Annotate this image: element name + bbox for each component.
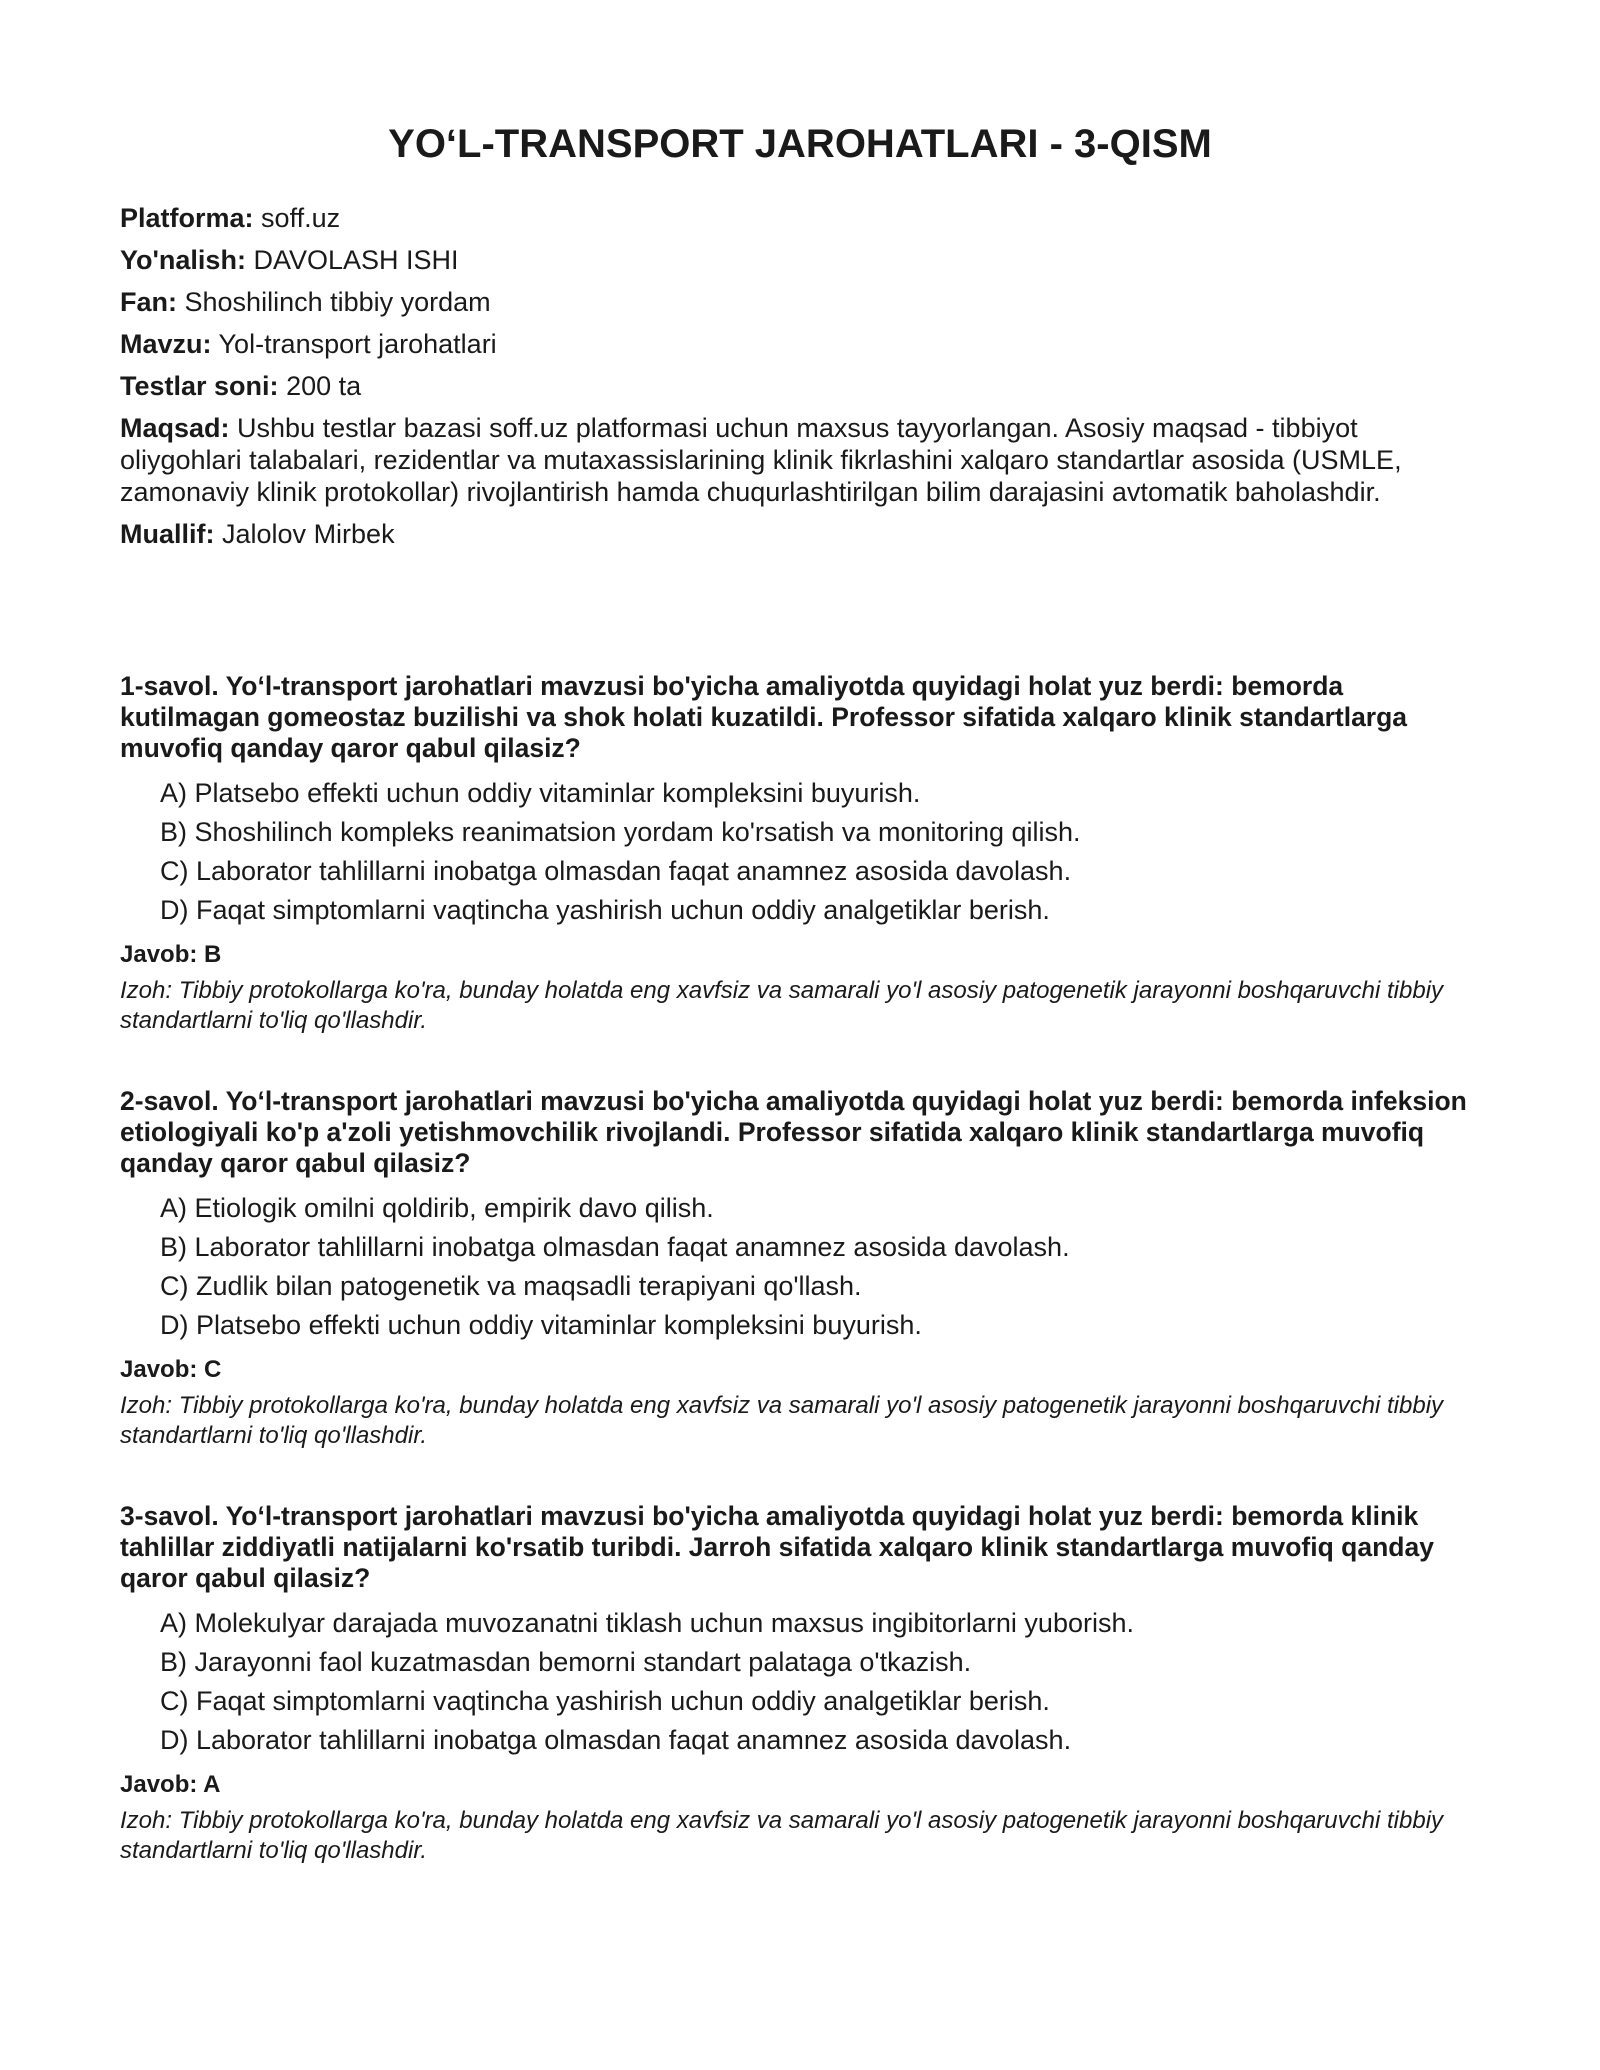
question-text: 1-savol. Yo‘l-transport jarohatlari mavzusi bo'yicha amaliyotda quyidagi holat yuz berdi: bemorda kutilmagan gomeostaz buzilishi va shok holati kuzatildi. Professor sifatida xalqaro klinik standartlarga muvofiq qanday qaror qabul qilasiz? <box>120 671 1408 763</box>
meta-muallif <box>120 518 1480 550</box>
explanation-note: Izoh: Tibbiy protokollarga ko'ra, bunday holatda eng xavfsiz va samarali yo'l asosiy patogenetik jarayonni boshqaruvchi tibbiy standartlarni to'liq qo'llashdir. <box>120 977 1444 1034</box>
meta-value: 200 ta <box>286 371 362 401</box>
questions-list <box>120 671 1480 1916</box>
option-b: B) Jarayonni faol kuzatmasdan bemorni standart palataga o'tkazish. <box>160 1647 972 1677</box>
option-a: A) Molekulyar darajada muvozanatni tiklash uchun maxsus ingibitorlarni yuborish. <box>160 1608 1134 1638</box>
meta-label: Muallif: <box>120 519 215 549</box>
question-1 <box>120 671 1480 1036</box>
option-b: B) Shoshilinch kompleks reanimatsion yordam ko'rsatish va monitoring qilish. <box>160 817 1081 847</box>
meta-yonalish <box>120 244 1480 276</box>
meta-value: Shoshilinch tibbiy yordam <box>184 287 491 317</box>
meta-label: Mavzu: <box>120 329 212 359</box>
explanation-note: Izoh: Tibbiy protokollarga ko'ra, bunday holatda eng xavfsiz va samarali yo'l asosiy patogenetik jarayonni boshqaruvchi tibbiy standartlarni to'liq qo'llashdir. <box>120 1807 1444 1864</box>
option-c: C) Laborator tahlillarni inobatga olmasdan faqat anamnez asosida davolash. <box>160 856 1072 886</box>
option-c: C) Faqat simptomlarni vaqtincha yashirish uchun oddiy analgetiklar berish. <box>160 1686 1050 1716</box>
option-b: B) Laborator tahlillarni inobatga olmasdan faqat anamnez asosida davolash. <box>160 1232 1070 1262</box>
meta-platforma <box>120 202 1480 234</box>
question-3 <box>120 1501 1480 1866</box>
page-title: YO‘L-TRANSPORT JAROHATLARI - 3-QISM <box>388 122 1212 166</box>
meta-value: Yol-transport jarohatlari <box>218 329 497 359</box>
answer-label: Javob: C <box>120 1356 222 1383</box>
option-c: C) Zudlik bilan patogenetik va maqsadli terapiyani qo'llash. <box>160 1271 862 1301</box>
option-d: D) Platsebo effekti uchun oddiy vitaminlar kompleksini buyurish. <box>160 1310 922 1340</box>
meta-section <box>120 202 1480 560</box>
meta-label: Testlar soni: <box>120 371 279 401</box>
meta-mavzu <box>120 328 1480 360</box>
question-2 <box>120 1086 1480 1451</box>
meta-value: Jalolov Mirbek <box>222 519 395 549</box>
meta-fan <box>120 286 1480 318</box>
meta-label: Fan: <box>120 287 177 317</box>
explanation-note: Izoh: Tibbiy protokollarga ko'ra, bunday holatda eng xavfsiz va samarali yo'l asosiy patogenetik jarayonni boshqaruvchi tibbiy standartlarni to'liq qo'llashdir. <box>120 1392 1444 1449</box>
option-d: D) Faqat simptomlarni vaqtincha yashirish uchun oddiy analgetiklar berish. <box>160 895 1050 925</box>
meta-label: Yo'nalish: <box>120 245 246 275</box>
meta-label: Maqsad: <box>120 413 230 443</box>
meta-value: DAVOLASH ISHI <box>253 245 459 275</box>
option-d: D) Laborator tahlillarni inobatga olmasdan faqat anamnez asosida davolash. <box>160 1725 1072 1755</box>
meta-value: Ushbu testlar bazasi soff.uz platformasi uchun maxsus tayyorlangan. Asosiy maqsad - tibbiyot oliygohlari talabalari, rezidentlar va mutaxassislarining klinik fikrlashini xalqaro standartlar asosida (USMLE, zamonaviy klinik protokollar) rivojlantirish hamda chuqurlashtirilgan bilim darajasini avtomatik baholashdir. <box>120 413 1402 507</box>
answer-label: Javob: A <box>120 1771 221 1798</box>
question-text: 3-savol. Yo‘l-transport jarohatlari mavzusi bo'yicha amaliyotda quyidagi holat yuz berdi: bemorda klinik tahlillar ziddiyatli natijalarni ko'rsatib turibdi. Jarroh sifatida xalqaro klinik standartlarga muvofiq qanday qaror qabul qilasiz? <box>120 1501 1434 1593</box>
meta-value: soff.uz <box>261 203 341 233</box>
question-text: 2-savol. Yo‘l-transport jarohatlari mavzusi bo'yicha amaliyotda quyidagi holat yuz berdi: bemorda infeksion etiologiyali ko'p a'zoli yetishmovchilik rivojlandi. Professor sifatida xalqaro klinik standartlarga muvofiq qanday qaror qabul qilasiz? <box>120 1086 1467 1178</box>
meta-maqsad <box>120 412 1480 508</box>
option-a: A) Etiologik omilni qoldirib, empirik davo qilish. <box>160 1193 714 1223</box>
meta-testlar <box>120 370 1480 402</box>
meta-label: Platforma: <box>120 203 254 233</box>
answer-label: Javob: B <box>120 941 222 968</box>
option-a: A) Platsebo effekti uchun oddiy vitaminlar kompleksini buyurish. <box>160 778 921 808</box>
